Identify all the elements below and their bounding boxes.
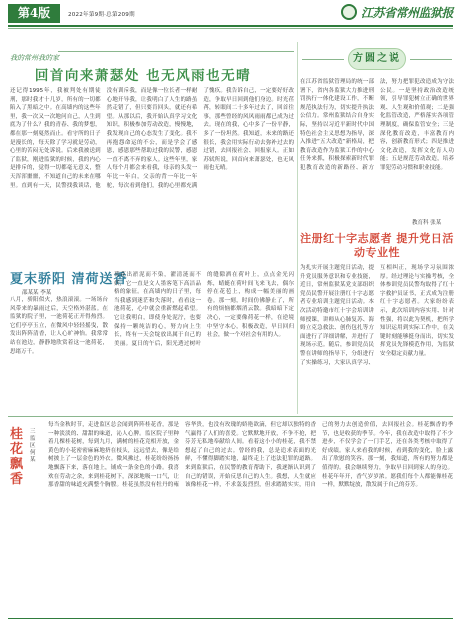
poem-article-heading	[8, 421, 46, 617]
masthead-title: 江苏省常州监狱报	[361, 6, 454, 20]
viewpoints-title: 方圆之说	[348, 48, 406, 70]
summer-article-title	[10, 268, 128, 288]
page-header	[0, 0, 461, 36]
footer-rule	[8, 618, 453, 619]
viewpoints-rule-right	[410, 59, 452, 60]
main-article-body: 还记得1995年，我被判处有期徒刑，那时我才十几岁，所有的一切都陷入了黑暗之中。在高墙内的这些年里，我一次又一次地问自己，人生到底为了什么？我的青春、我的梦想，都在那一刻戛然而止。看守所的日子是漫长的，每天除了学习就是劳动，心里的苦闷无处诉说。后来我被送到了监狱，刚进监狱的时候，我的内心是排斥的，觉得一切都毫无意义，整天浑浑噩噩，不知道自己的未来在哪里。直到有一天，民警找我谈话，他没有训斥我，而是像一位长者一样耐心地开导我，让我明白了人生的路虽然走错了，但只要肯回头，就还有希望。从那以后，我开始认真学习文化知识，积极参加劳动改造，慢慢地，我发现自己的心态发生了变化。我不再抱怨命运的不公，而是学会了感恩，感恩那些帮助过我的民警，感恩一直不离不弃的家人。这些年里，家人每个月都会来看我，母亲的头发一年比一年白，父亲的背一年比一年驼，每次看到他们，我的心里都充满了愧疚。我告诉自己，一定要好好改造，争取早日回到他们身边。时光荏苒，转眼间二十多年过去了，回首往事，那些曾经的风风雨雨都已成为过去。现在的我，心中多了一份平静，多了一份坦然。我知道，未来的路还很长，我会用实际行动去弥补过去的过错，去回报社会、回报家人。正如苏轼所说，回首向来萧瑟处，也无风雨也无晴。	[10, 88, 294, 189]
poem-article-byline: 三监区 何某	[30, 429, 36, 463]
poem-article-body: 每当金秋时节，走进监区总会闻到阵阵桂花香，那是一种淡淡的、甜甜的味道，沁人心脾。监区院子里种着几棵桂花树，每到九月，满树的桂花竞相开放，金黄色的小花密密麻麻地挤在枝头，远远望去，像是给树披上了一层金色的外衣。微风拂过，桂花纷纷扬扬地飘落下来，落在地上，铺成一条金色的小路。我喜欢在劳动之余，来到桂花树下，深深地吸一口气，让那香甜的味道充满整个胸膛。桂花虽然没有牡丹的雍容华贵，也没有玫瑰的娇艳欲滴，但它却以独特的香气赢得了人们的喜爱。它默默地开放，不争不抢，把芬芳无私地奉献给人间。看着这小小的桂花，我不禁想起了自己的过去。曾经的我，总是追求表面的光鲜，不懂得脚踏实地，最终走上了违法犯罪的道路。来到监狱后，在民警的教育帮助下，我逐渐认识到了自己的错误，开始反思自己的人生。我想，人生就应该像桂花一样，不求轰轰烈烈，但求踏踏实实，用自己的努力去创造价值，去回报社会。桂花飘香的季节，也是收获的季节。今年，我在改造中取得了不少进步，不仅学会了一门手艺，还在各类考核中取得了好成绩。家人来看我的时候，看到我的变化，脸上露出了欣慰的笑容。那一刻，我知道，所有的努力都是值得的。我会继续努力，争取早日回到家人的身边。桂花年年开，香气岁岁浓。愿我们每个人都能像桂花一样，默默绽放，散发属于自己的芬芳。	[48, 422, 453, 489]
section-label-rule	[58, 51, 294, 52]
masthead	[341, 2, 454, 22]
viewpoints-body: 在江苏省监狱管理局的统一部署下，省内各监狱大力推进刑罚执行一体化建设工作，不断规范执法行为，切实提升执法公信力。常州监狱结合自身实际，坚持以习近平新时代中国特色社会主义思想为指导，深入推进“五大改造”新格局，把教育改造作为监狱工作的中心任务来抓，积极探索新时代罪犯教育改造的新路径、新方法，努力把罪犯改造成为守法公民。一是坚持政治改造统领，引导罪犯树立正确的世界观、人生观和价值观；二是强化监管改造，严格落实各项管理制度，确保监管安全；三是深化教育改造，丰富教育内容，创新教育形式；四是推进文化改造，发挥文化育人功能；五是规范劳动改造，培养罪犯劳动习惯和职业技能。	[300, 79, 454, 171]
prison-emblem-icon	[341, 4, 357, 20]
viewpoints-byline: 教育科 张某	[412, 220, 442, 226]
header-rule-thin	[8, 28, 453, 29]
section-divider	[8, 416, 453, 417]
summer-article-byline: 邵某某 李某	[22, 290, 52, 296]
poem-article-title: 桂花飘香	[10, 427, 24, 487]
viewpoints-rule-left	[302, 59, 344, 60]
section-label-text: 我的常州我的家	[10, 54, 59, 62]
column-divider	[297, 42, 298, 414]
summer-article-title-text: 夏末骄阳 清荷送香	[10, 272, 128, 287]
summer-article-body-right: 荷花出淤泥而不染，濯清涟而不妖，它一直是文人墨客笔下高洁品格的象征。在高墙内的日子里，每当我感到迷茫和失落时，看看这一池荷花，心中就会重新燃起希望。它让我明白，即使身处泥泞，也要保持一颗纯洁的心，努力向上生长，终有一天会绽放出属于自己的美丽。夏日的午后，阳光透过树叶的缝隙洒在荷叶上，点点金光闪烁，蜻蜓在荷叶间飞来飞去，偶尔停在花苞上，构成一幅美丽的画卷。那一刻，时间仿佛静止了，所有的烦恼都烟消云散。我暗暗下定决心，一定要像荷花一样，在逆境中坚守本心，积极改造，早日回归社会，做一个对社会有用的人。	[114, 272, 294, 347]
header-rule	[8, 25, 453, 27]
issue-line: 2022年第9期·总第209期	[68, 12, 135, 18]
red-cross-body: 为扎实开展主题党日活动，提升党员服务意识和专业技能，近日，常州监狱某党支部组织党员民警开展注册红十字志愿者专业培训主题党日活动。本次活动特邀市红十字会培训讲师授课，讲师从心肺复苏、海姆立克急救法、创伤包扎等方面进行了详细讲解，并进行了现场示范。随后，参训党员民警在讲师的指导下，分组进行了实操练习，大家认真学习、互相纠正，现场学习氛围浓厚。经过理论与实操考核，全体参训党员民警均取得了红十字救护员证书，正式成为注册红十字志愿者。大家纷纷表示，此次培训内容实用、针对性强，将以此为契机，把所学知识运用到实际工作中，在关键时刻能够挺身而出，切实发挥党员先锋模范作用，为监狱安全稳定贡献力量。	[300, 265, 454, 366]
page-number-tag: 第4版	[8, 4, 60, 23]
main-article-title: 回首向来萧瑟处 也无风雨也无晴	[34, 68, 252, 84]
red-cross-title: 注册红十字志愿者 提升党日活动专业性	[300, 232, 454, 259]
section-label	[10, 45, 294, 62]
viewpoints-header	[300, 44, 454, 74]
summer-article-body-left: 八月，骄阳似火，热浪滚滚。一场场台风带来的暴雨过后，天空格外湛蓝。在监狱的院子里，一池荷花正开得热烈。它们亭亭玉立，在微风中轻轻摇曳，散发出阵阵清香，让人心旷神怡。我常常站在池边，静静地欣赏着这一池荷花，思绪万千。	[10, 297, 108, 355]
